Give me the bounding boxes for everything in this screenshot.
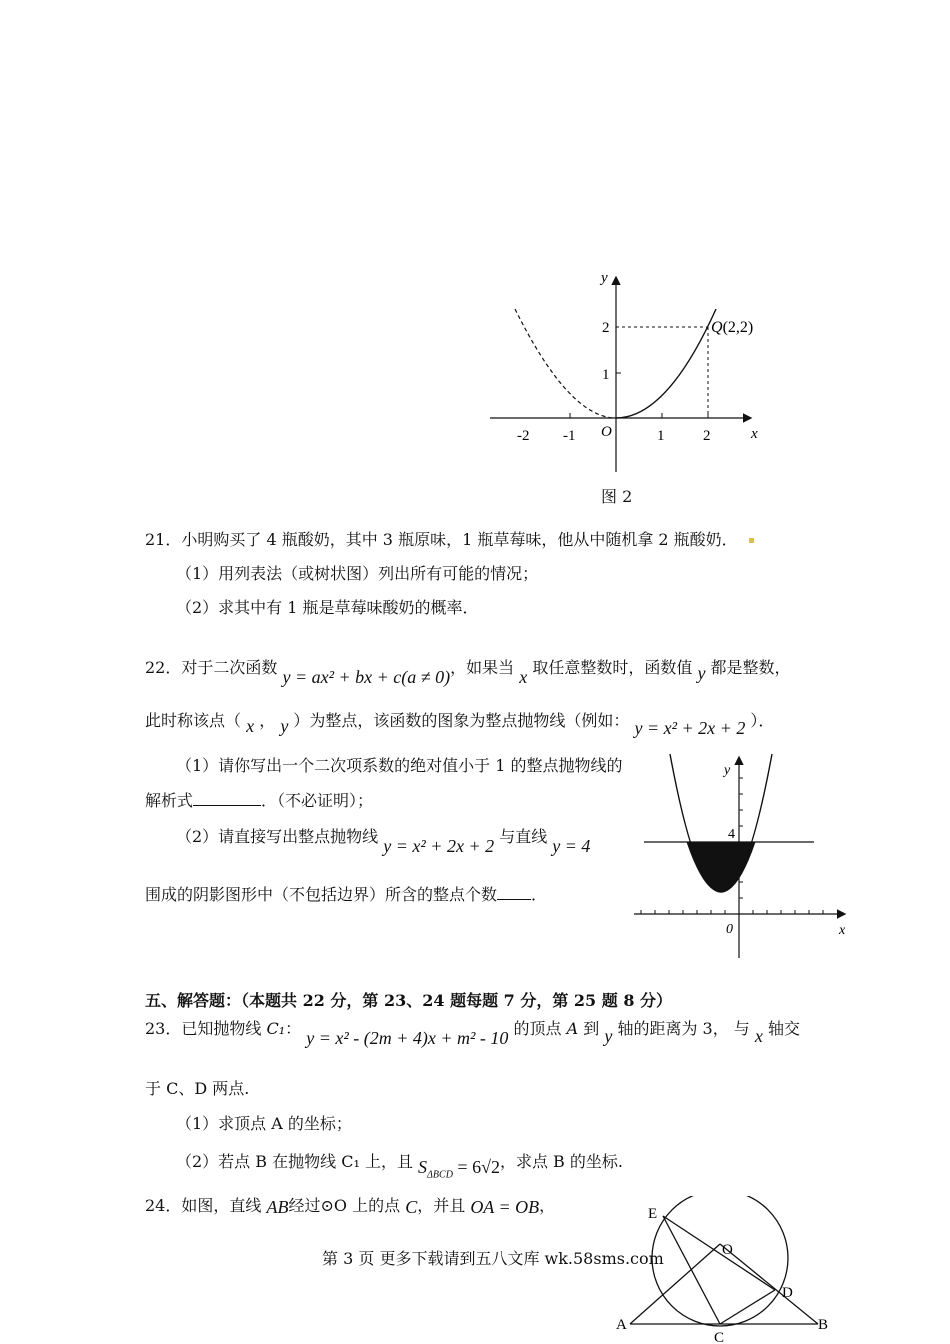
q23-line2: 于 C、D 两点.: [145, 1079, 250, 1098]
q22-answer-blank-2[interactable]: [497, 899, 531, 900]
section-5-title: 五、解答题：（本题共 22 分，第 23、24 题每题 7 分，第 25 题 8 分）: [145, 991, 673, 1010]
q22-function: y = ax² + bx + c(a ≠ 0): [282, 667, 451, 687]
circle-o: [652, 1196, 788, 1326]
page-footer: 第 3 页 更多下载请到五八文库 wk.58sms.com: [322, 1249, 664, 1268]
q23-line1: 23．已知抛物线 C₁： y = x² - (2m + 4)x + m² - 10 的顶点 A 到 y 轴的距离为 3， 与 x 轴交: [145, 1019, 800, 1048]
q22-part1a: （1）请你写出一个二次项系数的绝对值小于 1 的整点抛物线的: [176, 756, 623, 775]
line-ec: [663, 1216, 720, 1324]
label-a: A: [616, 1317, 627, 1333]
y-axis-label: y: [601, 270, 608, 286]
q22-line2: 此时称该点（ x ， y ）为整点，该函数的图象为整点抛物线（例如： y = x² + 2x + 2 ）．: [145, 711, 775, 738]
q23-area-expression: $S_{\Delta BCD} = 6√2$: [418, 1157, 500, 1181]
line-ob: [720, 1244, 818, 1324]
x-tick-neg2: -2: [517, 428, 530, 444]
x-axis-label: x: [751, 426, 758, 442]
y-tick-1: 1: [602, 367, 610, 383]
q22-example-function: y = x² + 2x + 2: [634, 718, 746, 738]
figure-2-caption: 图 2: [601, 487, 633, 506]
q23-function: y = x² - (2m + 4)x + m² - 10: [306, 1028, 509, 1048]
label-c: C: [714, 1330, 725, 1344]
q21-part2: （2）求其中有 1 瓶是草莓味酸奶的概率．: [176, 598, 479, 617]
label-e: E: [648, 1206, 658, 1222]
x-tick-2: 2: [703, 428, 711, 444]
point-q-label: Q(2,2): [711, 319, 754, 336]
q22-origin-label: 0: [726, 922, 733, 937]
yellow-dot-mark: [749, 538, 754, 543]
q23-part1: （1）求顶点 A 的坐标；: [176, 1114, 352, 1133]
q21-stem: 21．小明购买了 4 瓶酸奶，其中 3 瓶原味，1 瓶草莓味，他从中随机拿 2 瓶酸奶．: [145, 527, 754, 550]
label-d: D: [782, 1285, 793, 1301]
q24-figure: [610, 1196, 830, 1344]
parabola-solid-right: [616, 309, 716, 418]
origin-label: O: [601, 424, 612, 440]
parabola-dashed-left: [515, 309, 616, 418]
x-tick-1: 1: [657, 428, 665, 444]
y-tick-2: 2: [602, 320, 610, 336]
q22-part1b: 解析式 ．（不必证明）；: [145, 791, 374, 810]
q22-figure: [632, 752, 850, 962]
q22-part2a: （2）请直接写出整点抛物线 y = x² + 2x + 2 与直线 y = 4: [176, 827, 591, 856]
q22-y-label: y: [724, 763, 731, 778]
q24-line1: 24．如图，直线 AB经过⊙O 上的点 C，并且 OA = OB，: [145, 1196, 556, 1217]
q22-line1: 22．对于二次函数 y = ax² + bx + c(a ≠ 0)，如果当 x 取任意整数时，函数值 y 都是整数，: [145, 658, 791, 687]
figure-2-graph: [485, 262, 775, 482]
q22-answer-blank-1[interactable]: [193, 805, 261, 806]
shaded-region: [687, 842, 755, 892]
q23-part2: （2）若点 B 在抛物线 C₁ 上，且 $S_{\Delta BCD} = 6√2$，求点 B 的坐标.: [176, 1152, 623, 1181]
label-b: B: [818, 1317, 829, 1333]
q22-label-4: 4: [728, 827, 735, 842]
q21-part1: （1）用列表法（或树状图）列出所有可能的情况；: [176, 564, 539, 583]
label-o: O: [722, 1242, 733, 1258]
q22-x-label: x: [839, 923, 846, 938]
q22-part2b: 围成的阴影图形中（不包括边界）所含的整点个数 ．: [145, 885, 548, 904]
x-tick-neg1: -1: [563, 428, 576, 444]
